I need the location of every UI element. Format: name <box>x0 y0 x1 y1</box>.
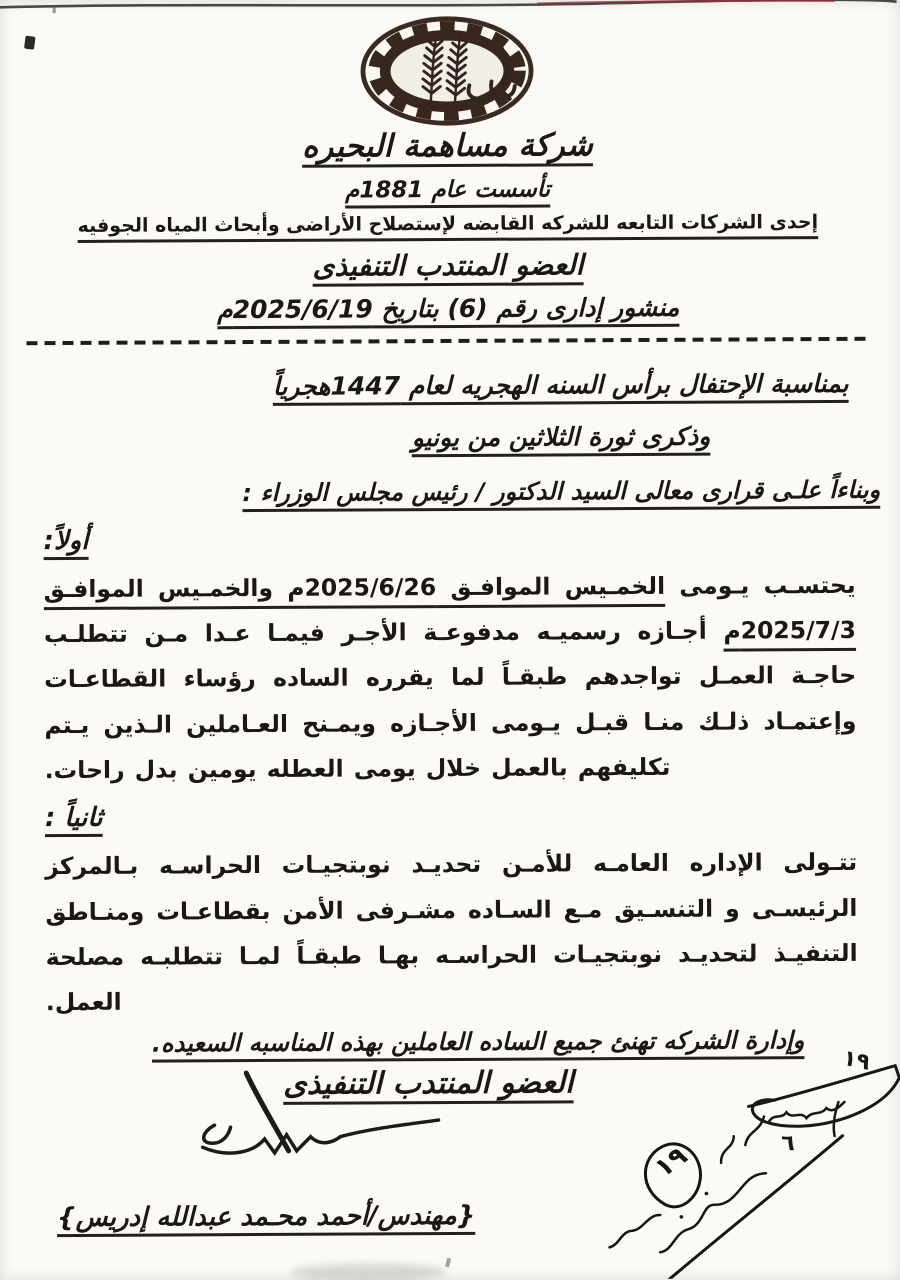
first-paragraph <box>44 563 857 794</box>
document-header <box>0 0 898 325</box>
handwritten-digit: ٦ <box>781 1131 795 1157</box>
signatory-name-text: {مهندس/أحمد محـمد عبدالله إدريس} <box>56 1200 476 1233</box>
second-label-text: ثانياً : <box>44 803 103 834</box>
congrats-line-text: وإدارة الشركه تهنئ جميع الساده العاملين بهذه المناسبه السعيده. <box>151 1025 805 1058</box>
occasion-line-1-text: بمناسبة الإحتفال برأس السنه الهجريه لعام 1447هجرياً <box>272 368 849 401</box>
second-label <box>45 791 857 842</box>
affiliation-text: إحدى الشركات التابعه للشركه القابضه لإستصلاح الأراضى وأبحاث المياه الجوفيه <box>77 211 819 237</box>
company-logo <box>0 12 897 131</box>
scan-smudge <box>290 1263 446 1280</box>
basis-line-text: وبناءاً علـى قرارى معالى السيد الدكتور / رئيس مجلس الوزراء : <box>242 475 881 507</box>
signature-title-text: العضو المنتدب التنفيذى <box>283 1064 574 1102</box>
occasion-block <box>155 360 900 515</box>
founded-line <box>0 175 898 206</box>
handwritten-date-digits: ١٩ <box>649 1140 693 1184</box>
handwritten-date-digits: ١٩ <box>840 1045 873 1076</box>
second-paragraph: تتـولى الإداره العامـه للأمـن تحديـد نوبتجيـات الحراسـه بـالمركز الرئيسـى و التنسـيق مـع السـاده مشـرفى الأمن بقطاعـات ومنـاطق التنفيـذ لتحديـد نوبتجيـات الحراسـه بهـا طبقـاً لمـا تتطلبـه مصلحة العمل. <box>45 848 858 1017</box>
company-name-text: شركة مساهمة البحيره <box>301 127 593 165</box>
first-paragraph-rest: أجـازه رسميـه مدفوعـة الأجـر فيمـا عـدا مـن تتطلـب حاجـة العمـل تواجدهم طبقـاً لما يقرره الساده رؤساء القطاعـات وإعتمـاد ذلـك منـا قبـل يـومى الأجـازه ويمـنح العـاملين الـذين يـتم تكليفهم بالعمل خلال يومى العطله يومين بدل راحات. <box>43 616 857 785</box>
circular-number-line <box>0 292 898 326</box>
scan-speck <box>445 1258 451 1268</box>
office-title <box>0 247 898 285</box>
first-label-text: أولاً: <box>43 525 89 557</box>
first-paragraph-start: يحتسـب يـومى <box>665 570 856 600</box>
affiliation-line <box>0 211 898 238</box>
occasion-line-1 <box>155 360 900 411</box>
first-label <box>43 514 855 565</box>
company-name <box>0 126 898 167</box>
founded-text: تأسست عام 1881م <box>345 176 551 204</box>
congrats-line <box>72 1025 884 1057</box>
document-body <box>0 341 900 1233</box>
occasion-line-2 <box>155 413 900 464</box>
basis-line <box>155 467 900 516</box>
first-paragraph-dates: الخمـيس الموافـق 2025/6/26م والخمـيس الموافـق 2025/7/3م <box>43 571 857 645</box>
office-title-text: العضو المنتدب التنفيذى <box>312 248 584 283</box>
circular-number-text: منشور إدارى رقم (6) بتاريخ 2025/6/19م <box>217 292 680 325</box>
wheat-gear-emblem-icon <box>354 14 541 129</box>
occasion-line-2-text: وذكرى ثورة الثلاثين من يونيو <box>411 421 711 453</box>
signature-title <box>283 1065 573 1102</box>
signatory-name-line <box>47 1198 859 1232</box>
